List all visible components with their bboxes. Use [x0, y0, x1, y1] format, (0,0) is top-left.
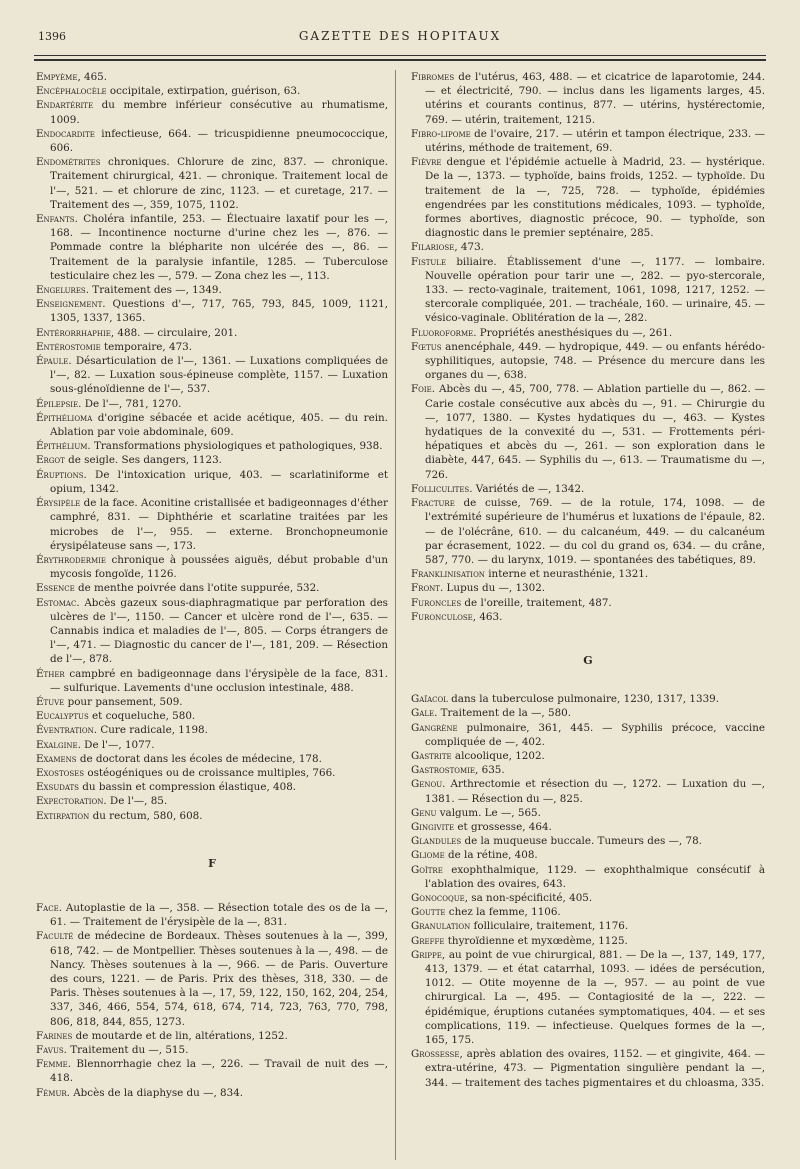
index-entry-text: de médecine de Bordeaux. Thèses soutenues à la —, 399, 618, 742. — de Montpellier. Thèses soutenues à la —, 498. — de Nancy. Thèses soutenues à la —, 966. — de Paris. Ouverture des cours, 1221. — de Paris. Prix des thèses, 318, 330. — de Paris. Thèses soutenues à la —, 17, 59, 122, 150, 162, 204, 254, 337, 346, 466, 554, 574, 618, 674, 714, 723, 763, 770, 798, 806, 818, 844, 855, 1273.	[50, 930, 388, 1028]
index-entry	[36, 766, 388, 780]
left-column	[36, 70, 388, 1100]
index-entry-text: et coqueluche, 580.	[88, 710, 196, 723]
index-entry	[36, 581, 388, 595]
index-entry-text: chez la femme, 1106.	[445, 906, 561, 919]
index-entry	[411, 806, 765, 820]
index-entry-text: dans la tuberculose pulmonaire, 1230, 1317, 1339.	[447, 693, 720, 706]
index-entry-heading: Grossesse	[411, 1048, 460, 1061]
index-entry-text: du rectum, 580, 608.	[89, 809, 203, 822]
index-entry-heading: Extirpation	[36, 809, 90, 822]
index-entry-text: ostéogéniques ou de croissance multiples, 766.	[84, 766, 336, 779]
index-entry-text: interne et neurasthénie, 1321.	[484, 568, 649, 581]
index-entry	[411, 706, 765, 720]
index-entry-text: pour pansement, 509.	[64, 695, 183, 708]
index-entry-text: . Arthrectomie et résection du —, 1272. — Luxation du —, 1381. — Résection du —, 825.	[425, 778, 765, 805]
index-entry-text: folliculaire, traitement, 1176.	[470, 920, 629, 933]
index-entry-text: infectieuse, 664. — tricuspidienne pneumococcique, 606.	[50, 127, 388, 155]
index-entry-heading: Folliculites	[411, 482, 470, 495]
index-entry-heading: Faculté	[36, 930, 74, 943]
index-entry	[411, 240, 765, 254]
index-entry	[36, 354, 388, 397]
index-entry	[36, 84, 388, 98]
index-entry-heading: Fibromes	[411, 71, 455, 83]
index-entry-heading: Enfants	[36, 213, 75, 226]
index-entry-heading: Foie	[411, 383, 432, 396]
index-entry-text: . Traitement de la —, 580.	[434, 707, 572, 720]
index-entry-text: , 463.	[472, 610, 503, 623]
index-entry-text: exophthalmique, 1129. — exophthalmique consécutif à l'ablation des ovaires, 643.	[425, 863, 765, 890]
index-entry	[36, 752, 388, 766]
index-entry-heading: Gliome	[411, 849, 445, 862]
section-letter-f: F	[208, 856, 216, 870]
index-entry-heading: Étuve	[36, 695, 65, 708]
index-entry	[411, 127, 765, 155]
index-entry-text: . Abcès de la diaphyse du —, 834.	[66, 1086, 244, 1099]
index-entry-text: , après ablation des ovaires, 1152. — et gingivite, 464. — extra-utérine, 473. — Pigmentation singulière pendant la —, 344. — traitement des taches pigmentaires et du chloasma, 335.	[425, 1048, 765, 1089]
index-entry	[411, 749, 765, 763]
index-entry-heading: Encéphalocèle	[36, 85, 107, 98]
index-entry-heading: Farines	[36, 1029, 73, 1042]
index-entry-heading: Favus	[36, 1044, 64, 1056]
index-entry	[36, 496, 388, 553]
index-entry-heading: Fluoroforme	[411, 326, 474, 339]
index-entry	[411, 1047, 765, 1090]
index-entry	[411, 721, 765, 749]
index-entry-text: de doctorat dans les écoles de médecine, 178.	[76, 752, 322, 765]
index-entry	[411, 863, 765, 891]
index-entry	[411, 326, 765, 340]
index-entry	[36, 1086, 388, 1100]
index-entry	[36, 127, 388, 155]
index-entry-heading: Eucalyptus	[36, 710, 89, 723]
index-entry-text: de menthe poivrée dans l'otite suppurée, 532.	[74, 582, 320, 595]
index-entry-text: . De l'—, 781, 1270.	[78, 397, 182, 410]
index-entry	[36, 1043, 388, 1057]
index-entry-text: . Traitement des —, 1349.	[85, 284, 222, 297]
index-entry-heading: Éruptions	[36, 468, 84, 481]
index-entry-heading: Face	[36, 901, 59, 914]
index-entry-text: campbré en badigeonnage dans l'érysipèle de la face, 831. — sulfurique. Lavements d'une occlusion intestinale, 488.	[50, 667, 388, 694]
index-entry-heading: Furonculose	[411, 610, 473, 623]
index-entry-heading: Épithélioma	[36, 411, 93, 424]
index-entry	[411, 567, 765, 581]
section-letter-g: G	[583, 653, 593, 667]
index-entry	[411, 891, 765, 905]
index-entry	[411, 581, 765, 595]
index-entry	[411, 934, 765, 948]
index-entry	[36, 695, 388, 709]
index-entry	[36, 439, 388, 453]
index-entry	[411, 596, 765, 610]
index-entry-text: , 465.	[77, 71, 108, 83]
index-entry-text: alcoolique, 1202.	[451, 749, 545, 762]
index-entry	[411, 610, 765, 624]
index-entry-heading: Entérostomie	[36, 340, 101, 353]
index-entry	[36, 411, 388, 439]
index-entry-heading: Épilepsie	[36, 397, 79, 410]
index-entry-text: . Désarticulation de l'—, 1361. — Luxations compliquées de l'—, 82. — Luxation sous-épineuse complète, 1157. — Luxation sous-glénoïdienne de l'—, 537.	[50, 355, 388, 396]
index-entry-heading: Filariose	[411, 241, 455, 254]
index-entry-text: de la rétine, 408.	[444, 849, 538, 862]
index-entry-text: de la face. Aconitine cristallisée et badigeonnages d'éther camphré, 831. — Diphthérie et scarlatine traitées par les microbes de l'—, 955. — externe. Bronchopneumonie érysipélateuse sans —, 173.	[50, 497, 388, 552]
index-entry-heading: Exsudats	[36, 781, 79, 794]
index-entry-text: occipitale, extirpation, guérison, 63.	[106, 85, 301, 98]
index-entry	[36, 780, 388, 794]
index-entry-heading: Fémur	[36, 1086, 67, 1099]
index-entry	[36, 155, 388, 212]
index-entry-heading: Endartérite	[36, 99, 94, 112]
index-entry-heading: Franklinisation	[411, 568, 485, 581]
index-entry-text: , 635.	[475, 764, 505, 777]
index-entry-text: , au point de vue chirurgical, 881. — De la —, 137, 149, 177, 413, 1379. — et état catarrhal, 1093. — idées de persécution, 1012. — Otite moyenne de la —, 957. — au point de vue chirurgical. La —, 495. — Contagiosité de la —, 222. — épidémique, éruptions cutanées symptomatiques, 404. — et ses complications, 119. — infectieuse. Quelques formes de la —, 165, 175.	[425, 948, 765, 1046]
index-entry	[36, 553, 388, 581]
index-entry-text: de cuisse, 769. — de la rotule, 174, 1098. — de l'extrémité supérieure de l'humérus et luxations de l'épaule, 82. — de l'olécrâne, 610. — du calcanéum, 449. — du calcanéum par écrasement, 1022. — du col du grand os, 634. — du crâne, 587, 770. — du larynx, 1019. — spontanées des tabétiques, 89.	[425, 497, 765, 566]
index-entry-heading: Éther	[36, 667, 65, 680]
index-entry-text: de moutarde et de lin, altérations, 1252.	[72, 1029, 288, 1042]
index-entry-heading: Essence	[36, 582, 75, 595]
index-entry	[411, 919, 765, 933]
index-entry-heading: Engelures	[36, 284, 86, 297]
index-entry-heading: Furoncles	[411, 596, 462, 609]
index-entry	[411, 692, 765, 706]
index-entry	[36, 453, 388, 467]
index-entry-heading: Glandules	[411, 835, 462, 848]
index-entry	[36, 1057, 388, 1085]
index-entry	[36, 901, 388, 929]
index-entry-text: . Variétés de —, 1342.	[469, 482, 585, 495]
index-entry	[36, 297, 388, 325]
index-entry-heading: Gonocoque	[411, 891, 465, 904]
index-entry-heading: Entérorrhaphie	[36, 326, 111, 339]
index-entry-text: , 488. — circulaire, 201.	[110, 326, 238, 339]
entries-g-list	[411, 692, 765, 1090]
index-entry-text: , sa non-spécificité, 405.	[464, 891, 593, 904]
index-entry-text: temporaire, 473.	[100, 340, 193, 353]
index-entry-heading: Gale	[411, 707, 435, 720]
index-entry-heading: Épaule	[36, 355, 69, 368]
index-entry-heading: Gingivite	[411, 820, 455, 833]
index-entry-text: chronique à poussées aiguës, début probable d'un mycosis fongoïde, 1126.	[50, 553, 388, 581]
index-entry	[36, 326, 388, 340]
index-entry	[411, 848, 765, 862]
index-entry-text: . Blennorrhagie chez la —, 226. — Travail de nuit des —, 418.	[50, 1058, 388, 1085]
index-entry-text: . De l'—, 1077.	[77, 738, 155, 751]
index-entry-heading: Gangrène	[411, 721, 458, 734]
page-number: 1396	[38, 30, 66, 43]
index-entry	[36, 340, 388, 354]
index-entry-heading: Genu	[411, 806, 437, 819]
index-entry-heading: Érythrodermie	[36, 553, 107, 566]
index-entry-heading: Gaïacol	[411, 693, 448, 706]
index-entry-text: , 473.	[454, 241, 484, 254]
index-entry	[36, 667, 388, 695]
index-entry-text: . Transformations physiologiques et pathologiques, 938.	[87, 440, 383, 453]
index-entry	[411, 382, 765, 481]
index-entry-text: . Propriétés anesthésiques du —, 261.	[473, 326, 673, 339]
index-entry	[411, 948, 765, 1047]
index-entry-text: de l'ovaire, 217. — utérin et tampon électrique, 233. — utérins, méthode de traitement, 69.	[425, 127, 765, 155]
index-entry-heading: Enseignement	[36, 298, 103, 311]
index-entry-text: du bassin et compression élastique, 408.	[78, 781, 297, 794]
index-entry-text: thyroïdienne et myxœdème, 1125.	[444, 934, 628, 947]
index-entry-heading: Exalgine	[36, 738, 78, 751]
entries-f-list	[36, 901, 388, 1100]
index-entry-text: de l'utérus, 463, 488. — et cicatrice de laparotomie, 244. — et électricité, 790. — inclus dans les ligaments larges, 45. utérins et courants continus, 877. — utérins, hystérectomie, 769. — utérin, traitement, 1215.	[425, 71, 765, 126]
index-entry	[411, 70, 765, 127]
index-entry	[411, 340, 765, 383]
index-entry	[36, 794, 388, 808]
index-entry-heading: Grippe	[411, 948, 442, 961]
index-entry	[411, 482, 765, 496]
index-entry-heading: Estomac	[36, 596, 77, 609]
index-entry-text: . Choléra infantile, 253. — Électuaire laxatif pour les —, 168. — Incontinence nocturne d'urine chez les —, 876. — Pommade contre la blépharite non ulcérée des —, 86. — Traitement de la paralysie infantile, 1285. — Tuberculose testiculaire chez les —, 579. — Zona chez les —, 113.	[50, 213, 388, 282]
index-entry	[36, 98, 388, 126]
index-entry-heading: Épithélium	[36, 440, 88, 453]
index-entry-text: de l'oreille, traitement, 487.	[461, 596, 612, 609]
index-entry	[411, 834, 765, 848]
index-entry	[411, 820, 765, 834]
index-entry-text: . Cure radicale, 1198.	[93, 724, 208, 737]
index-entry	[411, 496, 765, 567]
index-entry-heading: Front	[411, 582, 440, 595]
index-entry-heading: Fistule	[411, 255, 447, 268]
index-entry-heading: Fœtus	[411, 340, 442, 353]
index-entry	[36, 738, 388, 752]
index-entry	[36, 468, 388, 496]
index-entry	[411, 905, 765, 919]
index-entry-text: . De l'—, 85.	[103, 795, 168, 808]
index-entry-text: dengue et l'épidémie actuelle à Madrid, 23. — hystérique. De la —, 1373. — typhoïde, bains froids, 1252. — typhoïde. Du traitement de la —, 725, 728. — typhoïde, épidémies engendrées par les constitutions médicales, 1093. — typhoïde, formes abortives, diagnostic précoce, 90. — typhoïde, son diagnostic dans le premier septénaire, 285.	[425, 156, 765, 240]
index-entry-text: d'origine sébacée et acide acétique, 405. — du rein. Ablation par voie abdominale, 609.	[50, 411, 388, 439]
entries-e-list	[36, 70, 388, 823]
index-entry-text: du membre inférieur consécutive au rhumatisme, 1009.	[50, 99, 388, 126]
index-entry-text: . Abcès gazeux sous-diaphragmatique par perforation des ulcères de l'—, 1150. — Cancer et ulcère rond de l'—, 635. — Cannabis indica et maladies de l'—, 805. — Corps étrangers de l'—, 471. — Diagnostic du cancer de l'—, 181, 209. — Résection de l'—, 878.	[50, 596, 388, 666]
index-entry-heading: Goutte	[411, 906, 446, 919]
index-entry-text: valgum. Le —, 565.	[436, 806, 541, 819]
index-entry-heading: Expectoration	[36, 795, 104, 808]
index-entry	[36, 809, 388, 823]
index-entry-text: chroniques. Chlorure de zinc, 837. — chronique. Traitement chirurgical, 421. — chronique. Traitement local de l'—, 521. — et chlorure de zinc, 1123. — et curetage, 217. — Traitement des —, 359, 1075, 1102.	[50, 156, 388, 211]
index-entry	[36, 723, 388, 737]
index-entry-text: . Abcès du —, 45, 700, 778. — Ablation partielle du —, 862. — Carie costale consécutive aux abcès du —, 91. — Chirurgie du —, 1077, 1380. — Kystes hydatiques du —, 463. — Kystes hydatiques de la convexité du —, 531. — Frottements péri-hépatiques et abcès du —, 261. — son exploration dans le diabète, 447, 645. — Syphilis du —, 613. — Traumatisme du —, 726.	[425, 383, 765, 481]
right-column	[411, 70, 765, 1090]
index-entry-heading: Granulation	[411, 920, 471, 933]
index-entry-heading: Érysipèle	[36, 497, 81, 510]
index-entry-heading: Ergot	[36, 454, 65, 467]
index-entry	[36, 929, 388, 1028]
index-entry	[36, 212, 388, 283]
index-entry-heading: Empyème	[36, 71, 78, 83]
index-entry-text: de la muqueuse buccale. Tumeurs des —, 78.	[461, 835, 702, 848]
index-entry-heading: Goître	[411, 863, 443, 876]
index-entry-heading: Endocardite	[36, 127, 95, 140]
index-entry-text: de seigle. Ses dangers, 1123.	[64, 454, 222, 467]
index-entry-text: . Lupus du —, 1302.	[439, 582, 546, 595]
index-entry	[36, 70, 388, 84]
header-rule-thin	[34, 55, 766, 56]
index-entry-heading: Gastrite	[411, 749, 452, 762]
index-entry	[411, 763, 765, 777]
column-divider	[395, 70, 396, 1160]
running-head	[34, 24, 766, 46]
index-entry	[411, 777, 765, 805]
index-entry-heading: Greffe	[411, 934, 445, 947]
index-entry-heading: Gastrostomie	[411, 764, 476, 777]
journal-title: GAZETTE DES HOPITAUX	[298, 29, 502, 43]
entries-f-continued-list	[411, 70, 765, 624]
index-entry	[36, 709, 388, 723]
index-entry-heading: Fièvre	[411, 156, 442, 169]
index-entry-heading: Éventration	[36, 724, 94, 737]
index-entry-heading: Exostoses	[36, 766, 85, 779]
index-entry	[36, 1029, 388, 1043]
index-entry-text: biliaire. Établissement d'une —, 1177. — lombaire. Nouvelle opération pour tarir une —, 282. — pyo-stercorale, 133. — recto-vaginale, traitement, 1061, 1098, 1217, 1252. — stercorale compliquée, 201. — trachéale, 160. — urinaire, 45. — vésico-vaginale. Oblitération de la —, 282.	[425, 255, 765, 325]
index-entry	[411, 255, 765, 326]
index-entry	[36, 283, 388, 297]
index-entry-heading: Fibro-lipome	[411, 127, 471, 140]
index-entry-heading: Endométrites	[36, 156, 101, 169]
index-entry-text: . Autoplastie de la —, 358. — Résection totale des os de la —, 61. — Traitement de l'érysipèle de la —, 831.	[50, 901, 388, 929]
index-entry-heading: Fracture	[411, 497, 455, 510]
index-entry-text: . De l'intoxication urique, 403. — scarlatiniforme et opium, 1342.	[50, 468, 388, 495]
index-entry-text: anencéphale, 449. — hydropique, 449. — ou enfants hérédo-syphilitiques, autopsie, 748. — Présence du mercure dans les organes du —, 638.	[425, 340, 765, 382]
index-entry-text: . Questions d'—, 717, 765, 793, 845, 1009, 1121, 1305, 1337, 1365.	[50, 298, 388, 325]
header-rule-thick	[34, 59, 766, 61]
index-entry-text: et grossesse, 464.	[454, 820, 552, 833]
index-entry	[36, 397, 388, 411]
index-entry-text: pulmonaire, 361, 445. — Syphilis précoce, vaccine compliquée de —, 402.	[425, 721, 765, 748]
index-entry	[36, 596, 388, 667]
index-entry-text: . Traitement du —, 515.	[63, 1044, 189, 1056]
index-entry	[411, 155, 765, 240]
index-entry-heading: Femme	[36, 1058, 68, 1071]
index-entry-heading: Genou	[411, 778, 443, 791]
index-entry-heading: Examens	[36, 752, 77, 765]
